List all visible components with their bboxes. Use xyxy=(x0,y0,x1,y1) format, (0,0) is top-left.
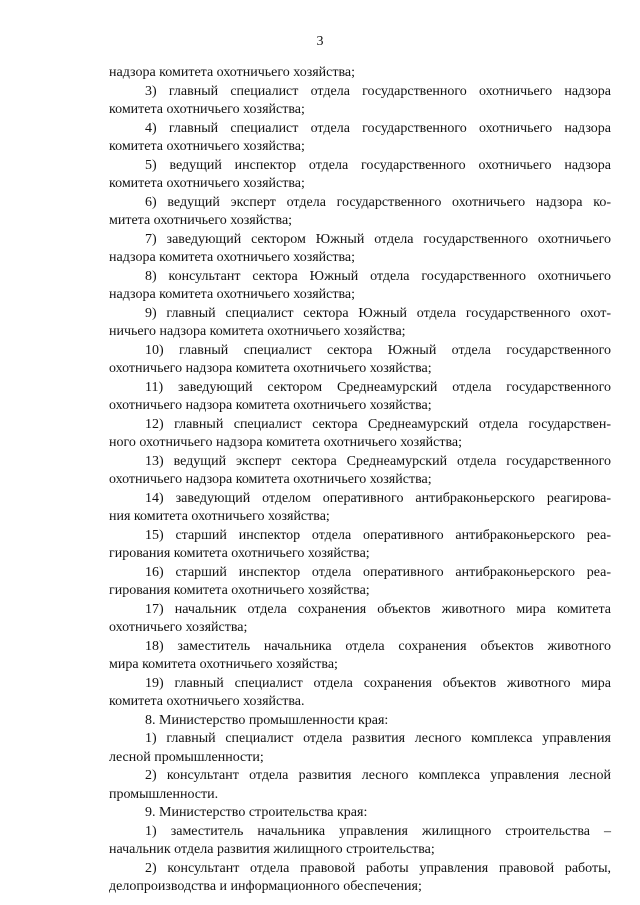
text-line: гирования комитета охотничьего хозяйства; xyxy=(109,546,370,561)
text-line: 13) ведущий эксперт сектора Среднеамурский отдела государственного xyxy=(145,453,611,469)
text-line: лесной промышленности; xyxy=(109,749,264,765)
text-line: 8. Министерство промышленности края: xyxy=(145,712,389,728)
text-line: охотничьего надзора комитета охотничьего хозяйства; xyxy=(109,472,432,487)
text-line: 15) старший инспектор отдела оперативного антибраконьерского реа- xyxy=(145,527,611,543)
text-line: митета охотничьего хозяйства; xyxy=(109,213,293,228)
text-line: надзора комитета охотничьего хозяйства; xyxy=(109,65,356,80)
text-line: надзора комитета охотничьего хозяйства; xyxy=(109,250,356,265)
text-line: гирования комитета охотничьего хозяйства; xyxy=(109,583,370,598)
text-line: 8) консультант сектора Южный отдела государственного охотничьего xyxy=(145,268,611,284)
text-line: комитета охотничьего хозяйства. xyxy=(109,694,305,709)
text-line: 4) главный специалист отдела государственного охотничьего надзора xyxy=(145,120,611,136)
text-line: 5) ведущий инспектор отдела государственного охотничьего надзора xyxy=(145,157,611,173)
text-line: 3) главный специалист отдела государственного охотничьего надзора xyxy=(145,83,611,99)
text-line: 2) консультант отдела правовой работы управления правовой работы, xyxy=(145,860,611,876)
text-line: охотничьего хозяйства; xyxy=(109,620,248,635)
text-line: охотничьего надзора комитета охотничьего хозяйства; xyxy=(109,398,432,413)
text-line: 10) главный специалист сектора Южный отдела государственного xyxy=(145,342,611,358)
text-line: 1) главный специалист отдела развития лесного комплекса управления xyxy=(145,731,611,746)
text-line: 16) старший инспектор отдела оперативного антибраконьерского реа- xyxy=(145,564,611,580)
text-line: 17) начальник отдела сохранения объектов животного мира комитета xyxy=(145,601,611,617)
text-line: 9. Министерство строительства края: xyxy=(145,805,368,820)
text-line: делопроизводства и информационного обеспечения; xyxy=(109,879,422,894)
text-line: ного охотничьего надзора комитета охотничьего хозяйства; xyxy=(109,435,462,450)
text-line: 9) главный специалист сектора Южный отдела государственного охот- xyxy=(145,305,611,321)
text-line: 19) главный специалист отдела сохранения объектов животного мира xyxy=(145,675,611,691)
text-line: 7) заведующий сектором Южный отдела государственного охотничьего xyxy=(145,231,611,247)
text-line: промышленности. xyxy=(109,786,219,802)
text-line: комитета охотничьего хозяйства; xyxy=(109,176,305,191)
text-line: 12) главный специалист сектора Среднеамурский отдела государствен- xyxy=(145,416,611,432)
text-line: 11) заведующий сектором Среднеамурский отдела государственного xyxy=(145,379,611,395)
text-line: 2) консультант отдела развития лесного комплекса управления лесной xyxy=(145,768,611,783)
text-line: мира комитета охотничьего хозяйства; xyxy=(109,657,338,672)
text-line: комитета охотничьего хозяйства; xyxy=(109,102,305,117)
text-line: 14) заведующий отделом оперативного антибраконьерского реагирова- xyxy=(145,490,611,506)
text-line: 1) заместитель начальника управления жилищного строительства – xyxy=(145,823,611,839)
text-line: 18) заместитель начальника отдела сохранения объектов животного xyxy=(145,638,611,654)
text-line: ния комитета охотничьего хозяйства; xyxy=(109,509,330,524)
text-line: надзора комитета охотничьего хозяйства; xyxy=(109,287,356,302)
text-line: начальник отдела развития жилищного строительства; xyxy=(109,842,435,857)
text-line: комитета охотничьего хозяйства; xyxy=(109,139,305,154)
document-body xyxy=(109,64,611,897)
page-number: 3 xyxy=(316,34,324,49)
text-line: ничьего надзора комитета охотничьего хозяйства; xyxy=(109,324,406,339)
text-line: 6) ведущий эксперт отдела государственного охотничьего надзора ко- xyxy=(145,194,611,210)
text-line: охотничьего надзора комитета охотничьего хозяйства; xyxy=(109,361,432,376)
